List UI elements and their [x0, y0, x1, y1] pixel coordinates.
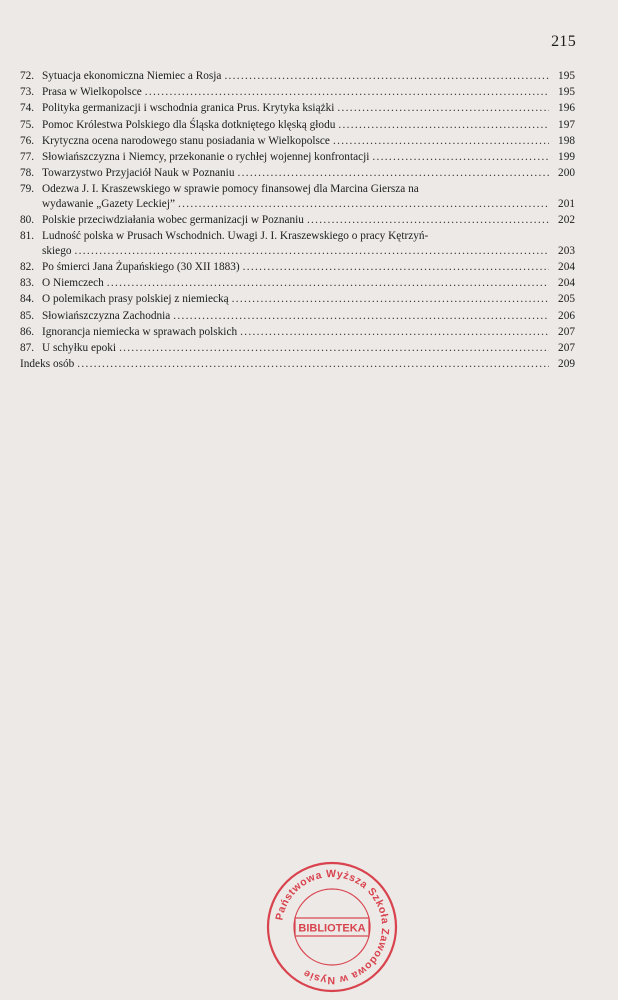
- toc-entry-title: Prasa w Wielkopolsce: [42, 86, 142, 99]
- leader-dots: [145, 85, 549, 100]
- toc-entry-number: 80.: [20, 214, 35, 227]
- leader-dots: [75, 244, 550, 259]
- toc-entry-page: 196: [558, 102, 575, 115]
- toc-entry-title-line: Ludność polska w Prusach Wschodnich. Uwagi J. I. Kraszewskiego o pracy Kętrzyń-: [42, 230, 429, 243]
- leader-dots: [333, 134, 549, 149]
- toc-entry-page: 204: [558, 277, 575, 290]
- leader-dots: [243, 260, 549, 275]
- toc-entry-page: 200: [558, 167, 575, 180]
- toc-entry-page: 199: [558, 150, 575, 163]
- toc-entry[interactable]: [20, 69, 575, 84]
- toc-entry-page: 205: [558, 293, 575, 306]
- toc-entry-number: 84.: [20, 293, 35, 306]
- toc-entry[interactable]: [20, 292, 575, 307]
- toc-entry-page: 204: [558, 261, 575, 274]
- toc-entry-number: 81.: [20, 230, 35, 243]
- leader-dots: [338, 118, 549, 133]
- leader-dots: [119, 341, 549, 356]
- toc-entry[interactable]: [20, 213, 575, 228]
- toc-entry[interactable]: [20, 276, 575, 291]
- toc-entry-number: 87.: [20, 342, 35, 354]
- toc-entry-page: 201: [558, 197, 575, 210]
- toc-entry[interactable]: [20, 229, 575, 258]
- toc-entry-number: 79.: [20, 183, 35, 196]
- toc-entry-number: 73.: [20, 86, 35, 99]
- toc-entry[interactable]: [20, 309, 575, 324]
- toc-entry-title: Towarzystwo Przyjaciół Nauk w Poznaniu: [42, 167, 235, 180]
- page-number: 215: [551, 33, 576, 50]
- toc-entry-title: Polskie przeciwdziałania wobec germanizacji w Poznaniu: [42, 214, 304, 227]
- toc-entry-title: Słowiańszczyzna i Niemcy, przekonanie o rychłej wojennej konfrontacji: [42, 150, 370, 163]
- toc-entry-title: Krytyczna ocena narodowego stanu posiadania w Wielkopolsce: [42, 134, 330, 147]
- leader-dots: [173, 309, 549, 324]
- toc-entry-number: 86.: [20, 325, 35, 338]
- toc-entry-number: 85.: [20, 309, 35, 322]
- leader-dots: [307, 213, 549, 228]
- toc-entry-number: 76.: [20, 134, 35, 147]
- toc-entry-title: Pomoc Królestwa Polskiego dla Śląska dotkniętego klęską głodu: [42, 118, 336, 131]
- stamp-center-label: BIBLIOTEKA: [298, 922, 366, 935]
- leader-dots: [337, 101, 549, 116]
- toc-entry-title: wydawanie „Gazety Leckiej”: [42, 197, 175, 210]
- toc-entry[interactable]: [20, 325, 575, 340]
- toc-entry-page: 197: [558, 118, 575, 131]
- leader-dots: [240, 325, 549, 340]
- toc-index-page: 209: [558, 358, 575, 371]
- toc-entry-title: Polityka germanizacji i wschodnia granica Prus. Krytyka książki: [42, 102, 335, 115]
- toc-entry[interactable]: [20, 166, 575, 181]
- toc-entry-title: O Niemczech: [42, 277, 104, 290]
- toc-entry[interactable]: [20, 101, 575, 116]
- toc-entry[interactable]: [20, 182, 575, 211]
- toc-entry-number: 83.: [20, 277, 35, 290]
- leader-dots: [107, 276, 549, 291]
- toc-entries: [20, 69, 575, 356]
- toc-entry-title: skiego: [42, 244, 72, 257]
- toc-entry-title: Sytuacja ekonomiczna Niemiec a Rosja: [42, 70, 222, 82]
- table-of-contents: [20, 69, 575, 373]
- stamp-ring-text: Państwowa Wyższa Szkoła Zawodowa w Nysie: [273, 867, 392, 987]
- toc-entry-page: 207: [558, 325, 575, 338]
- toc-entry[interactable]: [20, 260, 575, 275]
- toc-entry-number: 77.: [20, 150, 35, 163]
- leader-dots: [224, 69, 549, 84]
- toc-entry-page: 195: [558, 86, 575, 99]
- toc-entry-title: Słowiańszczyzna Zachodnia: [42, 309, 171, 322]
- library-stamp: [262, 857, 402, 997]
- leader-dots: [237, 166, 549, 181]
- toc-index-entry[interactable]: [20, 357, 575, 372]
- toc-entry-number: 82.: [20, 261, 35, 274]
- toc-entry-page: 203: [558, 244, 575, 257]
- toc-entry-title: O polemikach prasy polskiej z niemiecką: [42, 293, 229, 306]
- toc-entry[interactable]: [20, 341, 575, 356]
- toc-entry-number: 78.: [20, 167, 35, 180]
- leader-dots: [232, 292, 549, 307]
- toc-entry-page: 198: [558, 134, 575, 147]
- toc-entry-title: U schyłku epoki: [42, 342, 117, 354]
- toc-entry-page: 207: [558, 342, 575, 354]
- toc-entry-page: 195: [558, 70, 575, 82]
- toc-entry-title: Po śmierci Jana Żupańskiego (30 XII 1883): [42, 261, 240, 274]
- toc-index-title: Indeks osób: [20, 358, 75, 371]
- toc-entry-title: Ignorancja niemiecka w sprawach polskich: [42, 325, 238, 338]
- toc-entry-title-line: Odezwa J. I. Kraszewskiego w sprawie pomocy finansowej dla Marcina Giersza na: [42, 183, 419, 196]
- toc-entry-number: 75.: [20, 118, 35, 131]
- toc-entry-number: 72.: [20, 70, 35, 82]
- leader-dots: [178, 197, 549, 212]
- toc-entry[interactable]: [20, 118, 575, 133]
- toc-entry-number: 74.: [20, 102, 35, 115]
- toc-entry[interactable]: [20, 85, 575, 100]
- leader-dots: [77, 357, 549, 372]
- toc-entry-page: 206: [558, 309, 575, 322]
- leader-dots: [372, 150, 549, 165]
- toc-entry[interactable]: [20, 134, 575, 149]
- toc-entry-page: 202: [558, 214, 575, 227]
- toc-entry[interactable]: [20, 150, 575, 165]
